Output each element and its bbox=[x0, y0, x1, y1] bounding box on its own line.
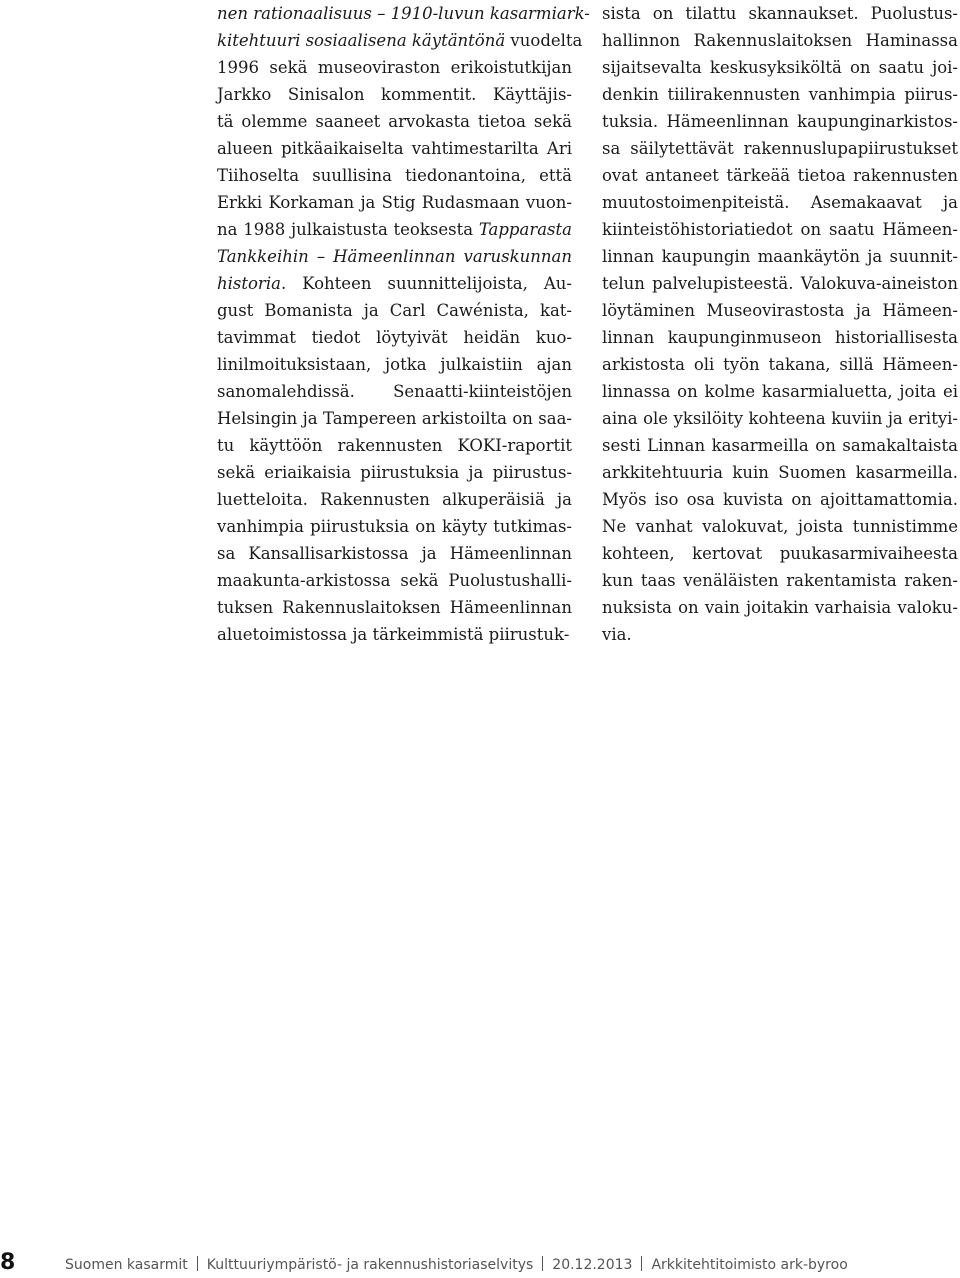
text-segment: löytäminen Museovirastosta ja Hämeen- bbox=[602, 301, 958, 320]
text-segment: tuksen Rakennuslaitoksen Hämeenlinnan bbox=[217, 598, 572, 617]
text-segment: sa Kansallisarkistossa ja Hämeenlinnan bbox=[217, 544, 572, 563]
text-segment: kiinteistöhistoriatiedot on saatu Hämeen- bbox=[602, 220, 958, 239]
text-segment: Ne vanhat valokuvat, joista tunnistimme bbox=[602, 517, 958, 536]
footer-date: 20.12.2013 bbox=[552, 1257, 633, 1273]
text-line bbox=[602, 513, 958, 540]
text-line bbox=[602, 540, 958, 567]
italic-text: nen rationaalisuus – 1910-luvun kasarmiark- bbox=[217, 4, 590, 23]
text-line bbox=[217, 351, 572, 378]
text-segment: Erkki Korkaman ja Stig Rudasmaan vuon- bbox=[217, 193, 572, 212]
text-line bbox=[602, 459, 958, 486]
text-line bbox=[602, 567, 958, 594]
text-segment: aluetoimistossa ja tärkeimmistä piirustuk- bbox=[217, 625, 570, 644]
text-line bbox=[217, 405, 572, 432]
text-line bbox=[602, 243, 958, 270]
page-footer bbox=[0, 1248, 960, 1278]
text-line bbox=[217, 513, 572, 540]
text-segment: vuodelta bbox=[505, 31, 583, 50]
text-line bbox=[602, 189, 958, 216]
footer-author: Arkkitehtitoimisto ark-byroo bbox=[651, 1257, 848, 1273]
text-line bbox=[602, 405, 958, 432]
text-segment: alueen pitkäaikaiselta vahtimestarilta Ari bbox=[217, 139, 572, 158]
text-segment: Myös iso osa kuvista on ajoittamattomia. bbox=[602, 490, 958, 509]
left-text-column bbox=[217, 0, 590, 648]
text-line bbox=[602, 216, 958, 243]
text-line bbox=[602, 54, 958, 81]
footer-text bbox=[65, 1256, 848, 1273]
text-line bbox=[602, 27, 958, 54]
footer-publication-title: Suomen kasarmit bbox=[65, 1257, 188, 1273]
text-line bbox=[602, 486, 958, 513]
text-line bbox=[217, 540, 572, 567]
text-line bbox=[602, 108, 958, 135]
text-line bbox=[217, 594, 572, 621]
text-segment: via. bbox=[602, 625, 632, 644]
text-segment: tavimmat tiedot löytyivät heidän kuo- bbox=[217, 328, 572, 347]
italic-text: kitehtuuri sosiaalisena käytäntönä bbox=[217, 31, 506, 50]
right-text-column bbox=[602, 0, 958, 648]
text-line bbox=[217, 432, 572, 459]
text-line bbox=[217, 135, 572, 162]
text-line bbox=[217, 621, 572, 648]
text-line bbox=[217, 459, 572, 486]
text-segment: arkistosta oli työn takana, sillä Hämeen- bbox=[602, 355, 958, 374]
text-segment: gust Bomanista ja Carl Cawénista, kat- bbox=[217, 301, 572, 320]
text-segment: sesti Linnan kasarmeilla on samakaltaista bbox=[602, 436, 958, 455]
text-segment: na 1988 julkaistusta teoksesta bbox=[217, 220, 479, 239]
text-segment: sijaitsevalta keskusyksiköltä on saatu joi- bbox=[602, 58, 958, 77]
text-line bbox=[602, 270, 958, 297]
text-segment: Helsingin ja Tampereen arkistoilta on saa- bbox=[217, 409, 572, 428]
text-line bbox=[217, 54, 572, 81]
text-line bbox=[217, 270, 572, 297]
italic-text: Tankkeihin – Hämeenlinnan varuskunnan bbox=[217, 247, 572, 266]
text-segment: maakunta-arkistossa sekä Puolustushalli- bbox=[217, 571, 572, 590]
text-line bbox=[602, 135, 958, 162]
footer-report-type: Kulttuuriympäristö- ja rakennushistoriaselvitys bbox=[206, 1257, 534, 1273]
text-segment: sa säilytettävät rakennuslupapiirustukset bbox=[602, 139, 958, 158]
text-segment: linilmoituksistaan, jotka julkaistiin ajan bbox=[217, 355, 572, 374]
text-segment: kohteen, kertovat puukasarmivaiheesta bbox=[602, 544, 958, 563]
footer-separator bbox=[641, 1256, 642, 1271]
text-segment: hallinnon Rakennuslaitoksen Haminassa bbox=[602, 31, 958, 50]
italic-text: historia bbox=[217, 274, 281, 293]
text-line bbox=[217, 81, 572, 108]
text-line bbox=[602, 621, 958, 648]
text-segment: aina ole yksilöity kohteena kuviin ja erityi- bbox=[602, 409, 958, 428]
text-segment: linnassa on kolme kasarmialuetta, joita ei bbox=[602, 382, 958, 401]
text-line bbox=[602, 162, 958, 189]
text-line bbox=[602, 0, 958, 27]
text-segment: sekä eriaikaisia piirustuksia ja piirustus- bbox=[217, 463, 572, 482]
text-line bbox=[217, 243, 572, 270]
text-segment: linnan kaupunginmuseon historiallisesta bbox=[602, 328, 958, 347]
text-line bbox=[217, 216, 572, 243]
text-line bbox=[217, 27, 583, 54]
text-segment: Tiihoselta suullisina tiedonantoina, että bbox=[217, 166, 572, 185]
text-segment: tuksia. Hämeenlinnan kaupunginarkistos- bbox=[602, 112, 958, 131]
text-line bbox=[217, 0, 590, 27]
text-segment: kun taas venäläisten rakentamista raken- bbox=[602, 571, 958, 590]
page-number: 8 bbox=[0, 1250, 16, 1275]
text-line bbox=[602, 324, 958, 351]
footer-separator bbox=[542, 1256, 543, 1271]
text-line bbox=[217, 567, 572, 594]
footer-separator bbox=[197, 1256, 198, 1271]
text-segment: arkkitehtuuria kuin Suomen kasarmeilla. bbox=[602, 463, 958, 482]
text-line bbox=[602, 351, 958, 378]
text-line bbox=[217, 189, 572, 216]
text-line bbox=[217, 486, 572, 513]
text-line bbox=[602, 378, 958, 405]
text-segment: linnan kaupungin maankäytön ja suunnit- bbox=[602, 247, 958, 266]
text-line bbox=[602, 432, 958, 459]
text-segment: luetteloita. Rakennusten alkuperäisiä ja bbox=[217, 490, 572, 509]
text-line bbox=[217, 324, 572, 351]
text-segment: sanomalehdissä. Senaatti-kiinteistöjen bbox=[217, 382, 572, 401]
text-segment: muutostoimenpiteistä. Asemakaavat ja bbox=[602, 193, 958, 212]
text-segment: denkin tiilirakennusten vanhimpia piirus- bbox=[602, 85, 958, 104]
text-segment: Jarkko Sinisalon kommentit. Käyttäjis- bbox=[217, 85, 572, 104]
italic-text: Tapparasta bbox=[478, 220, 572, 239]
text-line bbox=[217, 297, 572, 324]
text-segment: nuksista on vain joitakin varhaisia valoku- bbox=[602, 598, 958, 617]
text-segment: vanhimpia piirustuksia on käyty tutkimas- bbox=[217, 517, 572, 536]
text-line bbox=[217, 162, 572, 189]
text-line bbox=[602, 594, 958, 621]
text-segment: telun palvelupisteestä. Valokuva-aineiston bbox=[602, 274, 958, 293]
text-segment: tä olemme saaneet arvokasta tietoa sekä bbox=[217, 112, 572, 131]
text-segment: . Kohteen suunnittelijoista, Au- bbox=[280, 274, 572, 293]
text-segment: ovat antaneet tärkeää tietoa rakennusten bbox=[602, 166, 958, 185]
text-segment: sista on tilattu skannaukset. Puolustus- bbox=[602, 4, 958, 23]
text-line bbox=[217, 108, 572, 135]
text-line bbox=[602, 81, 958, 108]
text-line bbox=[217, 378, 572, 405]
text-segment: tu käyttöön rakennusten KOKI-raportit bbox=[217, 436, 572, 455]
text-segment: 1996 sekä museoviraston erikoistutkijan bbox=[217, 58, 572, 77]
text-line bbox=[602, 297, 958, 324]
